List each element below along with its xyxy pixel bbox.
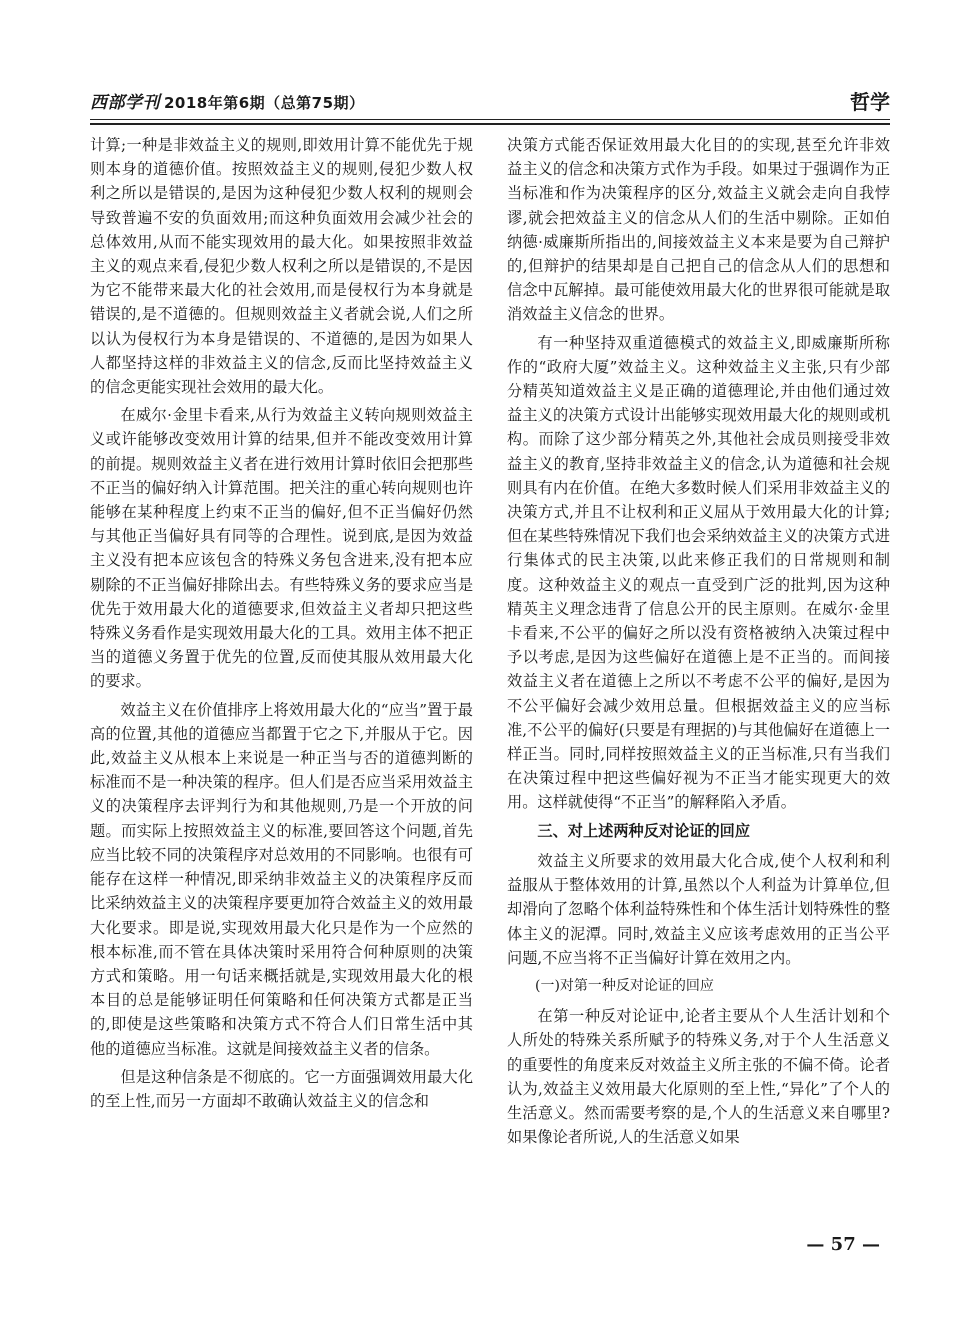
section-label: 哲学: [850, 90, 890, 114]
running-header: [90, 86, 890, 114]
header-rule-thick: [90, 123, 890, 125]
journal-logo: 西部学刊: [90, 93, 160, 113]
header-rule-thin: [90, 119, 890, 120]
paragraph: 但是这种信条是不彻底的。它一方面强调效用最大化的至上性,而另一方面却不敢确认效益主义的信念和: [90, 1067, 473, 1110]
issue-label: 2018年第6期（总第75期）: [164, 94, 365, 112]
right-column: [507, 133, 890, 1153]
paragraph: 效益主义所要求的效用最大化合成,使个人权利和利益服从于整体效用的计算,虽然以个人利益为计算单位,但却滑向了忽略个体利益特殊性和个体生活计划特殊性的整体主义的泥潭。同时,效益主义应该考虑效用的正当公平问题,不应当将不正当偏好计算在效用之内。: [507, 851, 890, 967]
paragraph: 在第一种反对论证中,论者主要从个人生活计划和个人所处的特殊关系所赋予的特殊义务,对于个人生活意义的重要性的角度来反对效益主义所主张的不偏不倚。论者认为,效益主义效用最大化原则的至上性,“异化”了个人的生活意义。然而需要考察的是,个人的生活意义来自哪里?如果像论者所说,人的生活意义如果: [507, 1007, 890, 1147]
subsection-heading: (一)对第一种反对论证的回应: [535, 977, 714, 994]
paragraph: 决策方式能否保证效用最大化目的的实现,甚至允许非效益主义的信念和决策方式作为手段。如果过于强调作为正当标准和作为决策程序的区分,效益主义就会走向自我悖谬,就会把效益主义的信念从人们的生活中剔除。正如伯纳德·威廉斯所指出的,间接效益主义本来是要为自己辩护的,但辩护的结果却是自己把自己的信念从人们的思想和信念中瓦解掉。最可能使效用最大化的世界很可能就是取消效益主义信念的世界。: [507, 136, 890, 324]
paragraph: 效益主义在价值排序上将效用最大化的“应当”置于最高的位置,其他的道德应当都置于它之下,并服从于它。因此,效益主义从根本上来说是一种正当与否的道德判断的标准而不是一种决策的程序。但人们是否应当采用效益主义的决策程序去评判行为和其他规则,乃是一个开放的问题。而实际上按照效益主义的标准,要回答这个问题,首先应当比较不同的决策程序对总效用的不同影响。也很有可能存在这样一种情况,即采纳非效益主义的决策程序反而比采纳效益主义的决策程序要更加符合效益主义的效用最大化要求。即是说,实现效用最大化只是作为一个应然的根本标准,而不管在具体决策时采用符合何种原则的决策方式和策略。用一句话来概括就是,实现效用最大化的根本目的总是能够证明任何策略和任何决策方式都是正当的,即使是这些策略和决策方式不符合人们日常生活中其他的道德应当标准。这就是间接效益主义者的信条。: [90, 700, 473, 1058]
paragraph: 在威尔·金里卡看来,从行为效益主义转向规则效益主义或许能够改变效用计算的结果,但并不能改变效用计算的前提。规则效益主义者在进行效用计算时依旧会把那些不正当的偏好纳入计算范围。把关注的重心转向规则也许能够在某种程度上约束不正当的偏好,但不正当偏好仍然与其他正当偏好具有同等的合理性。说到底,是因为效益主义没有把本应该包含的特殊义务包含进来,没有把本应剔除的不正当偏好排除出去。有些特殊义务的要求应当是优先于效用最大化的道德要求,但效益主义者却只把这些特殊义务看作是实现效用最大化的工具。效用主体不把正当的道德义务置于优先的位置,反而使其服从效用最大化的要求。: [90, 406, 473, 691]
left-column: [90, 133, 473, 1117]
page-number: — 57 —: [806, 1234, 880, 1255]
paragraph: 有一种坚持双重道德模式的效益主义,即威廉斯所称作的“政府大厦”效益主义。这种效益主义主张,只有少部分精英知道效益主义是正确的道德理论,并由他们通过效益主义的决策方式设计出能够实现效用最大化的规则或机构。而除了这少部分精英之外,其他社会成员则接受非效益主义的教育,坚持非效益主义的信念,认为道德和社会规则具有内在价值。在绝大多数时候人们采用非效益主义的决策方式,并且不让权利和正义屈从于效用最大化的计算;但在某些特殊情况下我们也会采纳效益主义的决策方式进行集体式的民主决策,以此来修正我们的日常规则和制度。这种效益主义的观点一直受到广泛的批判,因为这种精英主义理念违背了信息公开的民主原则。在威尔·金里卡看来,不公平的偏好之所以没有资格被纳入决策过程中予以考虑,是因为这些偏好在道德上是不正当的。而间接效益主义者在道德上之所以不考虑不公平的偏好,是因为不公平偏好会减少效用总量。但根据效益主义的应当标准,不公平的偏好(只要是有理据的)与其他偏好在道德上一样正当。同时,同样按照效益主义的正当标准,只有当我们在决策过程中把这些偏好视为不正当才能实现更大的效用。这样就使得“不正当”的解释陷入矛盾。: [507, 333, 890, 812]
journal-issue-line: [90, 88, 365, 113]
section-heading: 三、对上述两种反对论证的回应: [537, 821, 751, 840]
paragraph: 计算;一种是非效益主义的规则,即效用计算不能优先于规则本身的道德价值。按照效益主义的规则,侵犯少数人权利之所以是错误的,是因为这种侵犯少数人权利的规则会导致普遍不安的负面效用;而这种负面效用会减少社会的总体效用,从而不能实现效用的最大化。如果按照非效益主义的观点来看,侵犯少数人权利之所以是错误的,不是因为它不能带来最大化的社会效用,而是侵权行为本身就是错误的,是不道德的。但规则效益主义者就会说,人们之所以认为侵权行为本身是错误的、不道德的,是因为如果人人都坚持这样的非效益主义的信念,反而比坚持效益主义的信念更能实现社会效用的最大化。: [90, 136, 473, 397]
